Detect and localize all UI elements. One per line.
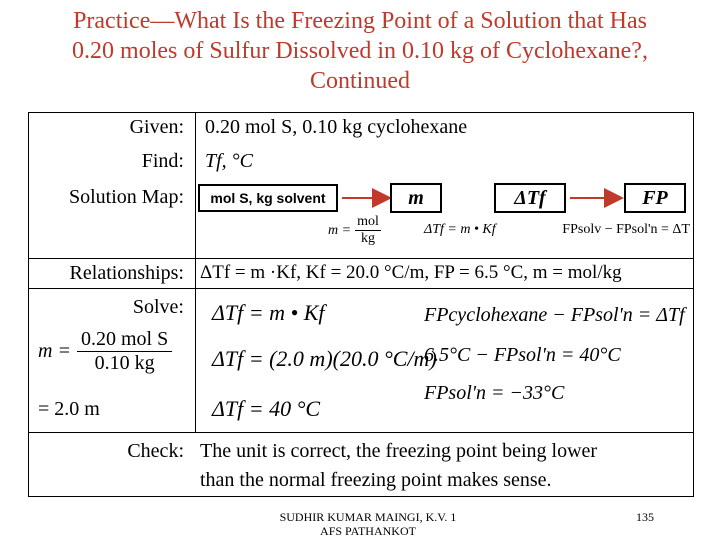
solve-left-fraction [38, 328, 172, 375]
check-line-2: than the normal freezing point makes sense. [200, 469, 552, 491]
find-label: Find: [141, 150, 184, 172]
page-number: 135 [636, 510, 654, 524]
given-value: 0.20 mol S, 0.10 kg cyclohexane [205, 116, 468, 138]
slide-title [0, 6, 720, 96]
check-line-1: The unit is correct, the freezing point being lower [200, 440, 598, 462]
given-label: Given: [129, 116, 184, 138]
solve-right-eq2: 6.5°C − FPsol'n = 40°C [424, 344, 621, 366]
relationships-label: Relationships: [69, 262, 184, 284]
find-value: Tf, °C [205, 150, 254, 172]
solve-left-result: = 2.0 m [38, 398, 100, 420]
map-formula-fp: FPsolv − FPsol'n = ΔT [562, 222, 690, 237]
footer-author-line-2: AFS PATHANKOT [320, 524, 416, 538]
title-line-3: Continued [310, 68, 410, 94]
map-formula-m-den: kg [360, 231, 375, 246]
title-line-2: 0.20 moles of Sulfur Dissolved in 0.10 kg of Cyclohexane?, [72, 38, 648, 64]
divider-solve [28, 432, 694, 433]
map-formula-m-lhs: m = [328, 222, 352, 238]
check-label: Check: [127, 440, 184, 462]
map-formula-m [328, 214, 381, 247]
map-box-mol-kg: mol S, kg solvent [198, 184, 338, 212]
map-box-m: m [390, 183, 442, 213]
map-formula-m-num: mol [357, 214, 379, 229]
label-divider [195, 112, 196, 432]
solve-label: Solve: [132, 296, 184, 318]
divider-map [28, 258, 694, 259]
relationships-value: ΔTf = m ·Kf, Kf = 20.0 °C/m, FP = 6.5 °C, m = mol/kg [200, 262, 622, 283]
solve-left-lhs: m = [38, 340, 71, 362]
solution-map-label: Solution Map: [68, 186, 184, 208]
title-line-1: Practice—What Is the Freezing Point of a Solution that Has [73, 8, 647, 34]
divider-relationships [28, 288, 694, 289]
solve-mid-eq3: ΔTf = 40 °C [212, 396, 321, 421]
solve-mid-eq2: ΔTf = (2.0 m)(20.0 °C/m) [212, 346, 437, 371]
solve-right-eq1: FPcyclohexane − FPsol'n = ΔTf [424, 304, 685, 326]
map-formula-dtf: ΔTf = m • Kf [424, 222, 496, 237]
solve-mid-eq1: ΔTf = m • Kf [212, 300, 325, 325]
map-box-fp: FP [624, 183, 686, 213]
solve-left-den: 0.10 kg [94, 352, 155, 374]
solve-left-num: 0.20 mol S [77, 328, 172, 352]
solve-right-eq3: FPsol'n = −33°C [424, 382, 565, 404]
map-box-delta-tf: ΔTf [494, 183, 566, 213]
footer-author-line-1: SUDHIR KUMAR MAINGI, K.V. 1 [279, 510, 457, 524]
